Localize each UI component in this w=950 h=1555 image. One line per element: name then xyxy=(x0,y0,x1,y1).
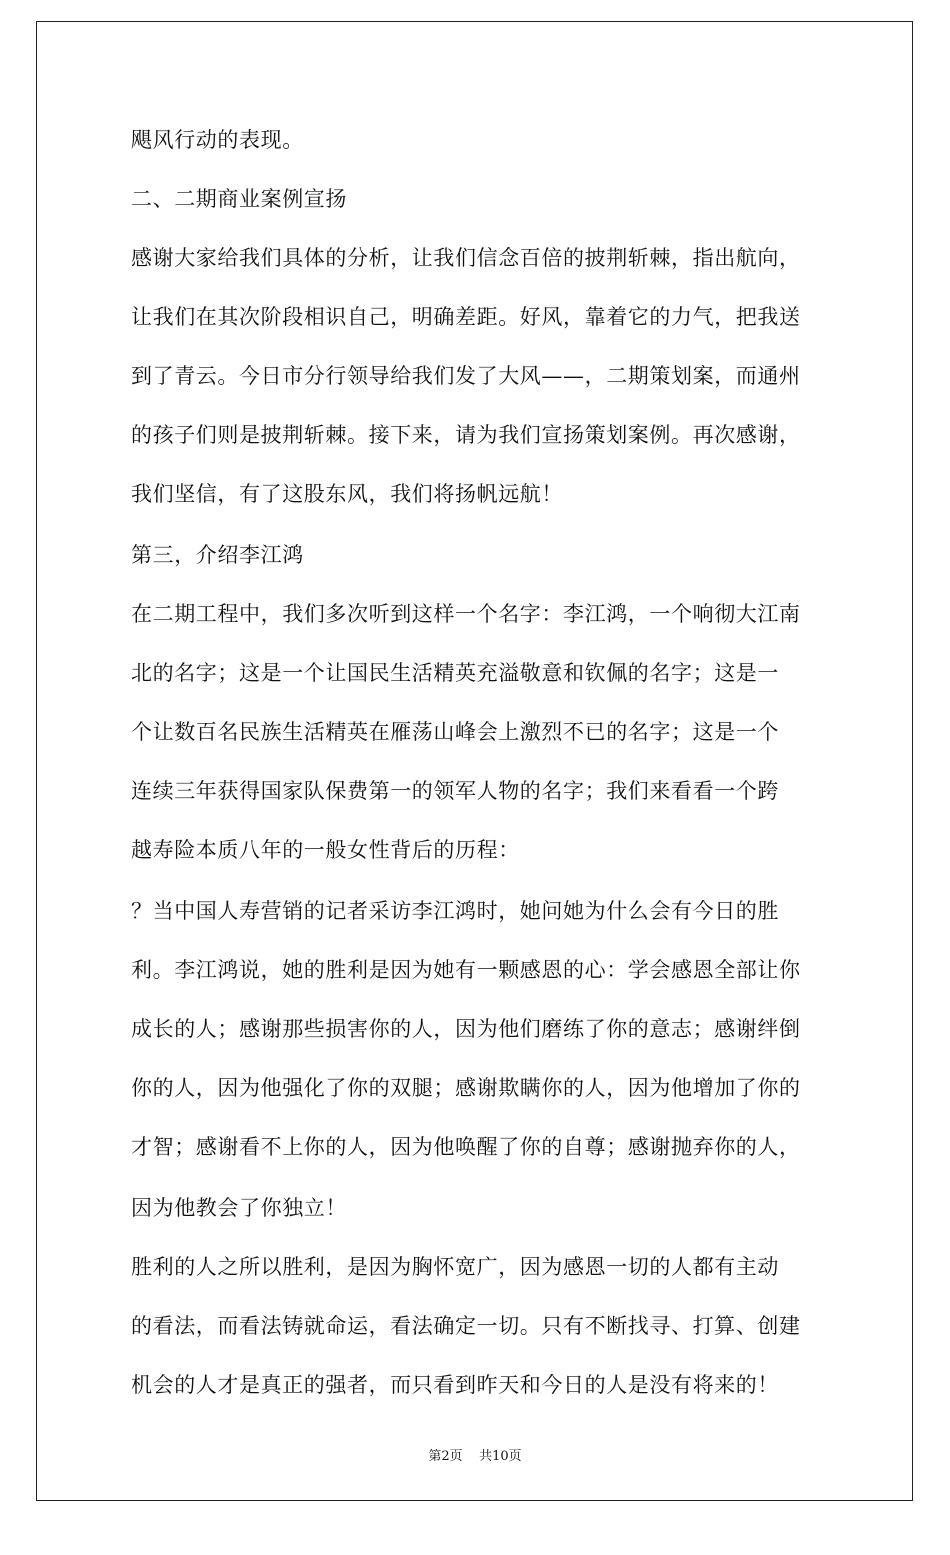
text-line: 成长的人；感谢那些损害你的人，因为他们磨练了你的意志；感谢绊倒 xyxy=(131,1017,801,1041)
text-line: 越寿险本质八年的一般女性背后的历程： xyxy=(131,838,520,862)
text-line: 在二期工程中，我们多次听到这样一个名字：李江鸿，一个响彻大江南 xyxy=(131,602,801,626)
text-line: 胜利的人之所以胜利，是因为胸怀宽广，因为感恩一切的人都有主动 xyxy=(131,1255,779,1279)
text-line: 我们坚信，有了这股东风，我们将扬帆远航！ xyxy=(131,482,563,506)
text-line: ？当中国人寿营销的记者采访李江鸿时，她问她为什么会有今日的胜 xyxy=(131,899,779,923)
text-line: 飓风行动的表现。 xyxy=(131,128,304,152)
section-heading: 二、二期商业案例宣扬 xyxy=(131,187,347,211)
text-line: 才智；感谢看不上你的人，因为他唤醒了你的自尊；感谢抛弃你的人， xyxy=(131,1135,801,1159)
text-line: 到了青云。今日市分行领导给我们发了大风——，二期策划案，而通州 xyxy=(131,364,801,388)
text-line: 因为他教会了你独立！ xyxy=(131,1196,347,1220)
text-line: 的看法，而看法铸就命运，看法确定一切。只有不断找寻、打算、创建 xyxy=(131,1314,801,1338)
text-line: 机会的人才是真正的强者，而只看到昨天和今日的人是没有将来的！ xyxy=(131,1373,779,1397)
text-line: 你的人，因为他强化了你的双腿；感谢欺瞒你的人，因为他增加了你的 xyxy=(131,1076,801,1100)
text-line: 连续三年获得国家队保费第一的领军人物的名字；我们来看看一个跨 xyxy=(131,779,779,803)
section-heading: 第三，介绍李江鸿 xyxy=(131,543,304,567)
page-number: 第2页 共10页 xyxy=(428,1449,522,1464)
text-line: 感谢大家给我们具体的分析，让我们信念百倍的披荆斩棘，指出航向， xyxy=(131,246,801,270)
text-line: 让我们在其次阶段相识自己，明确差距。好风，靠着它的力气，把我送 xyxy=(131,305,801,329)
text-line: 的孩子们则是披荆斩棘。接下来，请为我们宣扬策划案例。再次感谢， xyxy=(131,423,801,447)
text-line: 个让数百名民族生活精英在雁荡山峰会上激烈不已的名字；这是一个 xyxy=(131,720,779,744)
text-line: 利。李江鸿说，她的胜利是因为她有一颗感恩的心：学会感恩全部让你 xyxy=(131,958,801,982)
text-line: 北的名字；这是一个让国民生活精英充溢敬意和钦佩的名字；这是一 xyxy=(131,661,779,685)
